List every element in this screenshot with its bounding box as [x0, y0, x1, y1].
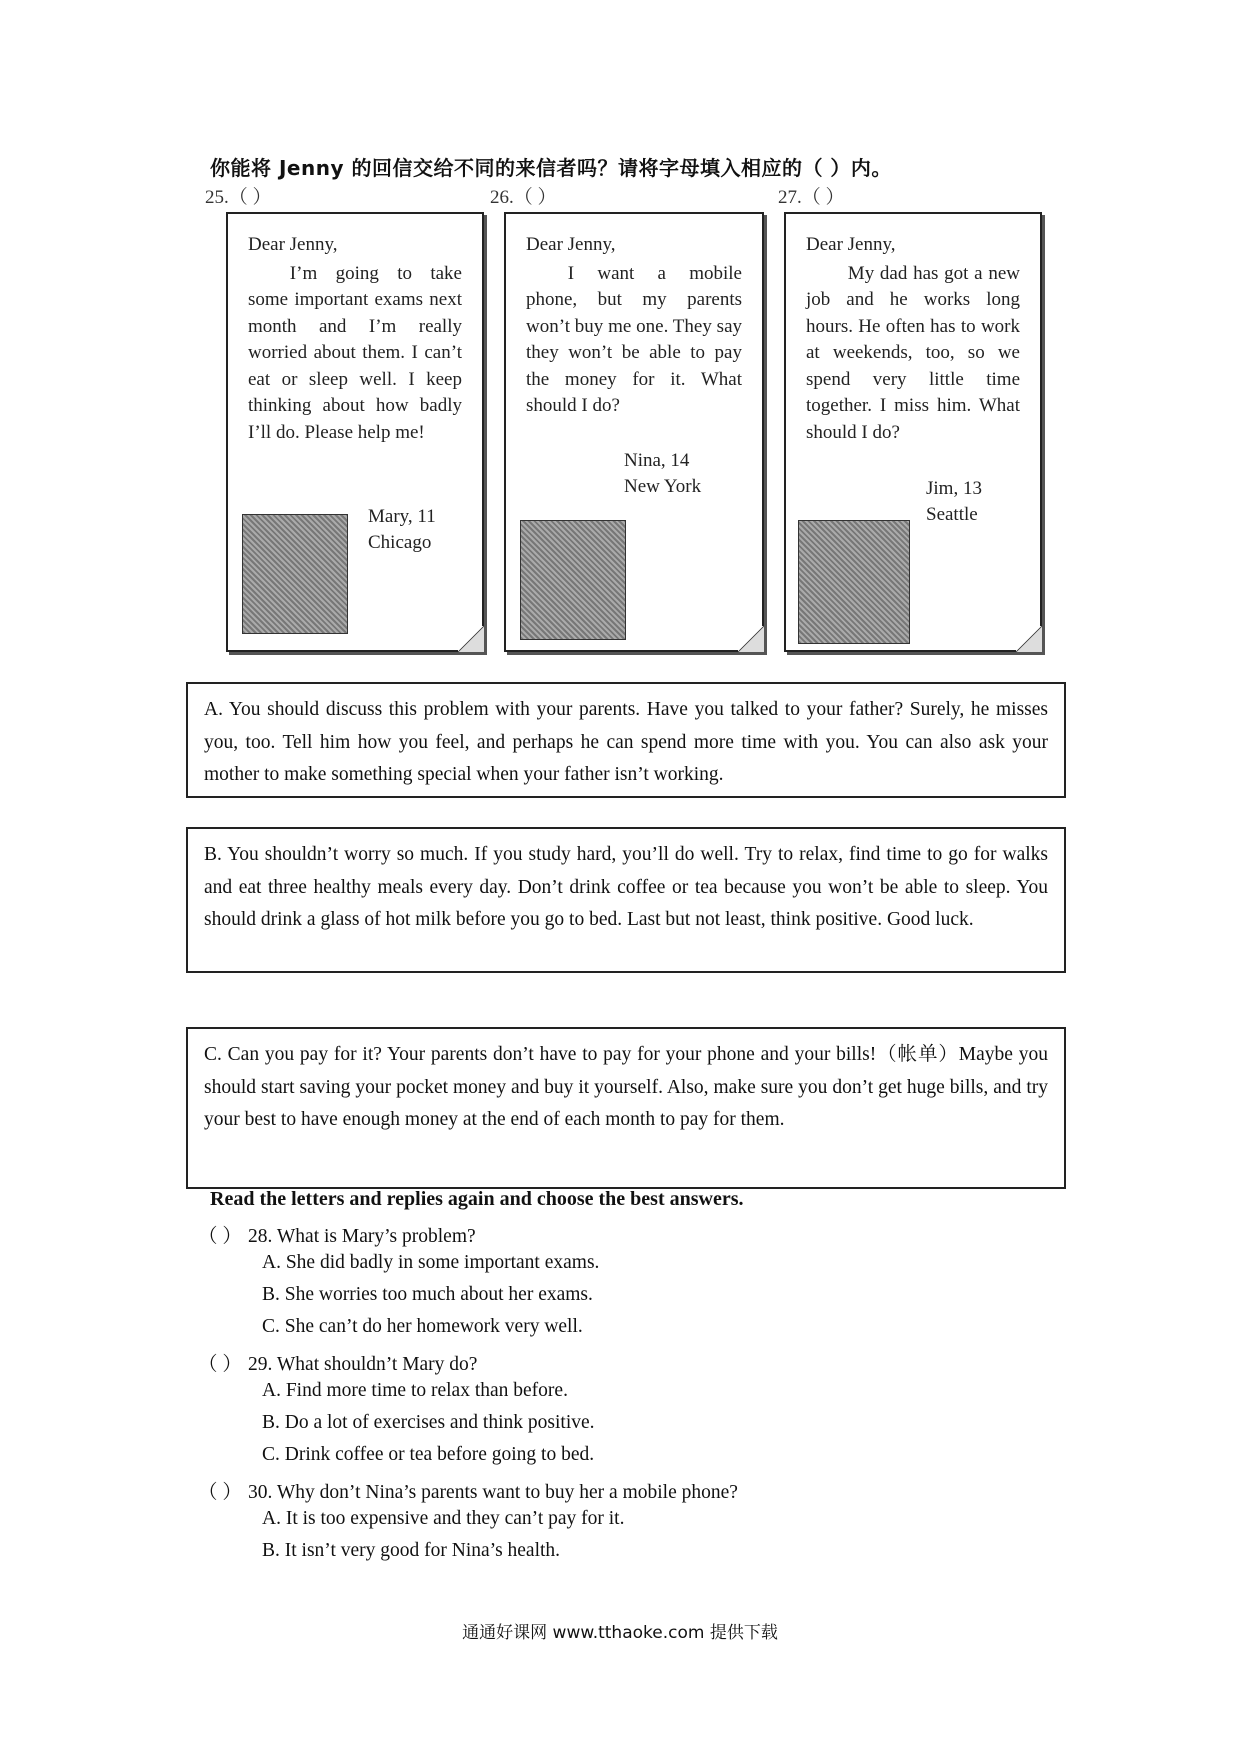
- letter-photo: [520, 520, 626, 640]
- answer-blank[interactable]: （ ）: [198, 1354, 242, 1375]
- signature-name: Mary, 11: [368, 506, 436, 527]
- signature-name: Jim, 13: [926, 478, 982, 499]
- letter-nina: [504, 212, 764, 652]
- section-heading: Read the letters and replies again and choose the best answers.: [210, 1188, 744, 1210]
- instruction-heading: 你能将 Jenny 的回信交给不同的来信者吗？请将字母填入相应的（ ）内。: [210, 156, 892, 180]
- option-28-a: A. She did badly in some important exams.: [262, 1252, 600, 1273]
- question-29: [198, 1348, 477, 1376]
- option-29-b: B. Do a lot of exercises and think positive.: [262, 1412, 595, 1433]
- question-text: 30. Why don’t Nina’s parents want to buy her a mobile phone?: [248, 1482, 738, 1503]
- letter-greeting: Dear Jenny,: [248, 234, 338, 255]
- signature-city: New York: [624, 476, 702, 497]
- question-text: 29. What shouldn’t Mary do?: [248, 1354, 478, 1375]
- letter-signature: [926, 476, 982, 528]
- letter-signature: [624, 448, 701, 500]
- question-text: 28. What is Mary’s problem?: [248, 1226, 476, 1247]
- reply-b: B. You shouldn’t worry so much. If you study hard, you’ll do well. Try to relax, find time to go for walks and eat three healthy meals every day. Don’t drink coffee or tea because you won’t be able to sleep. You should drink a glass of hot milk before you go to bed. Last but not least, think positive. Good luck.: [186, 827, 1066, 973]
- footer-watermark: 通通好课网 www.tthaoke.com 提供下载: [462, 1623, 778, 1643]
- signature-city: Chicago: [368, 532, 432, 553]
- letter-body: My dad has got a new job and he works long hours. He often has to work at weekends, too, so we spend very little time together. I miss him. What should I do?: [806, 262, 1020, 443]
- letter-greeting: Dear Jenny,: [806, 234, 896, 255]
- answer-blank[interactable]: （ ）: [198, 1226, 242, 1247]
- letter-mary: [226, 212, 484, 652]
- page-curl: [1016, 626, 1042, 652]
- blank-25: 25.（ ）: [205, 187, 272, 208]
- reply-c: C. Can you pay for it? Your parents don’t have to pay for your phone and your bills!（帐单）Maybe you should start saving your pocket money and buy it yourself. Also, make sure you don’t get huge bills, and try your best to have enough money at the end of each month to pay for them.: [186, 1027, 1066, 1189]
- option-29-c: C. Drink coffee or tea before going to bed.: [262, 1444, 595, 1465]
- letter-body: I’m going to take some important exams next month and I’m really worried about them. I can’t eat or sleep well. I keep thinking about how badly I’ll do. Please help me!: [248, 262, 462, 443]
- reply-a: A. You should discuss this problem with your parents. Have you talked to your father? Surely, he misses you, too. Tell him how you feel, and perhaps he can spend more time with you. You can also ask your mother to make something special when your father isn’t working.: [186, 682, 1066, 798]
- page-curl: [458, 626, 484, 652]
- option-28-c: C. She can’t do her homework very well.: [262, 1316, 583, 1337]
- signature-city: Seattle: [926, 504, 978, 525]
- question-30: [198, 1476, 738, 1504]
- option-29-a: A. Find more time to relax than before.: [262, 1380, 568, 1401]
- option-30-a: A. It is too expensive and they can’t pay for it.: [262, 1508, 625, 1529]
- letter-jim: [784, 212, 1042, 652]
- page-curl: [738, 626, 764, 652]
- signature-name: Nina, 14: [624, 450, 690, 471]
- letter-photo: [798, 520, 910, 644]
- blank-26: 26.（ ）: [490, 187, 557, 208]
- letter-photo: [242, 514, 348, 634]
- option-30-b: B. It isn’t very good for Nina’s health.: [262, 1540, 561, 1561]
- option-28-b: B. She worries too much about her exams.: [262, 1284, 593, 1305]
- letter-signature: [368, 504, 436, 556]
- question-28: [198, 1220, 476, 1248]
- letter-body: I want a mobile phone, but my parents won’t buy me one. They say they won’t be able to pay the money for it. What should I do?: [526, 262, 742, 416]
- answer-blank[interactable]: （ ）: [198, 1482, 242, 1503]
- blank-27: 27.（ ）: [778, 187, 845, 208]
- letter-greeting: Dear Jenny,: [526, 234, 616, 255]
